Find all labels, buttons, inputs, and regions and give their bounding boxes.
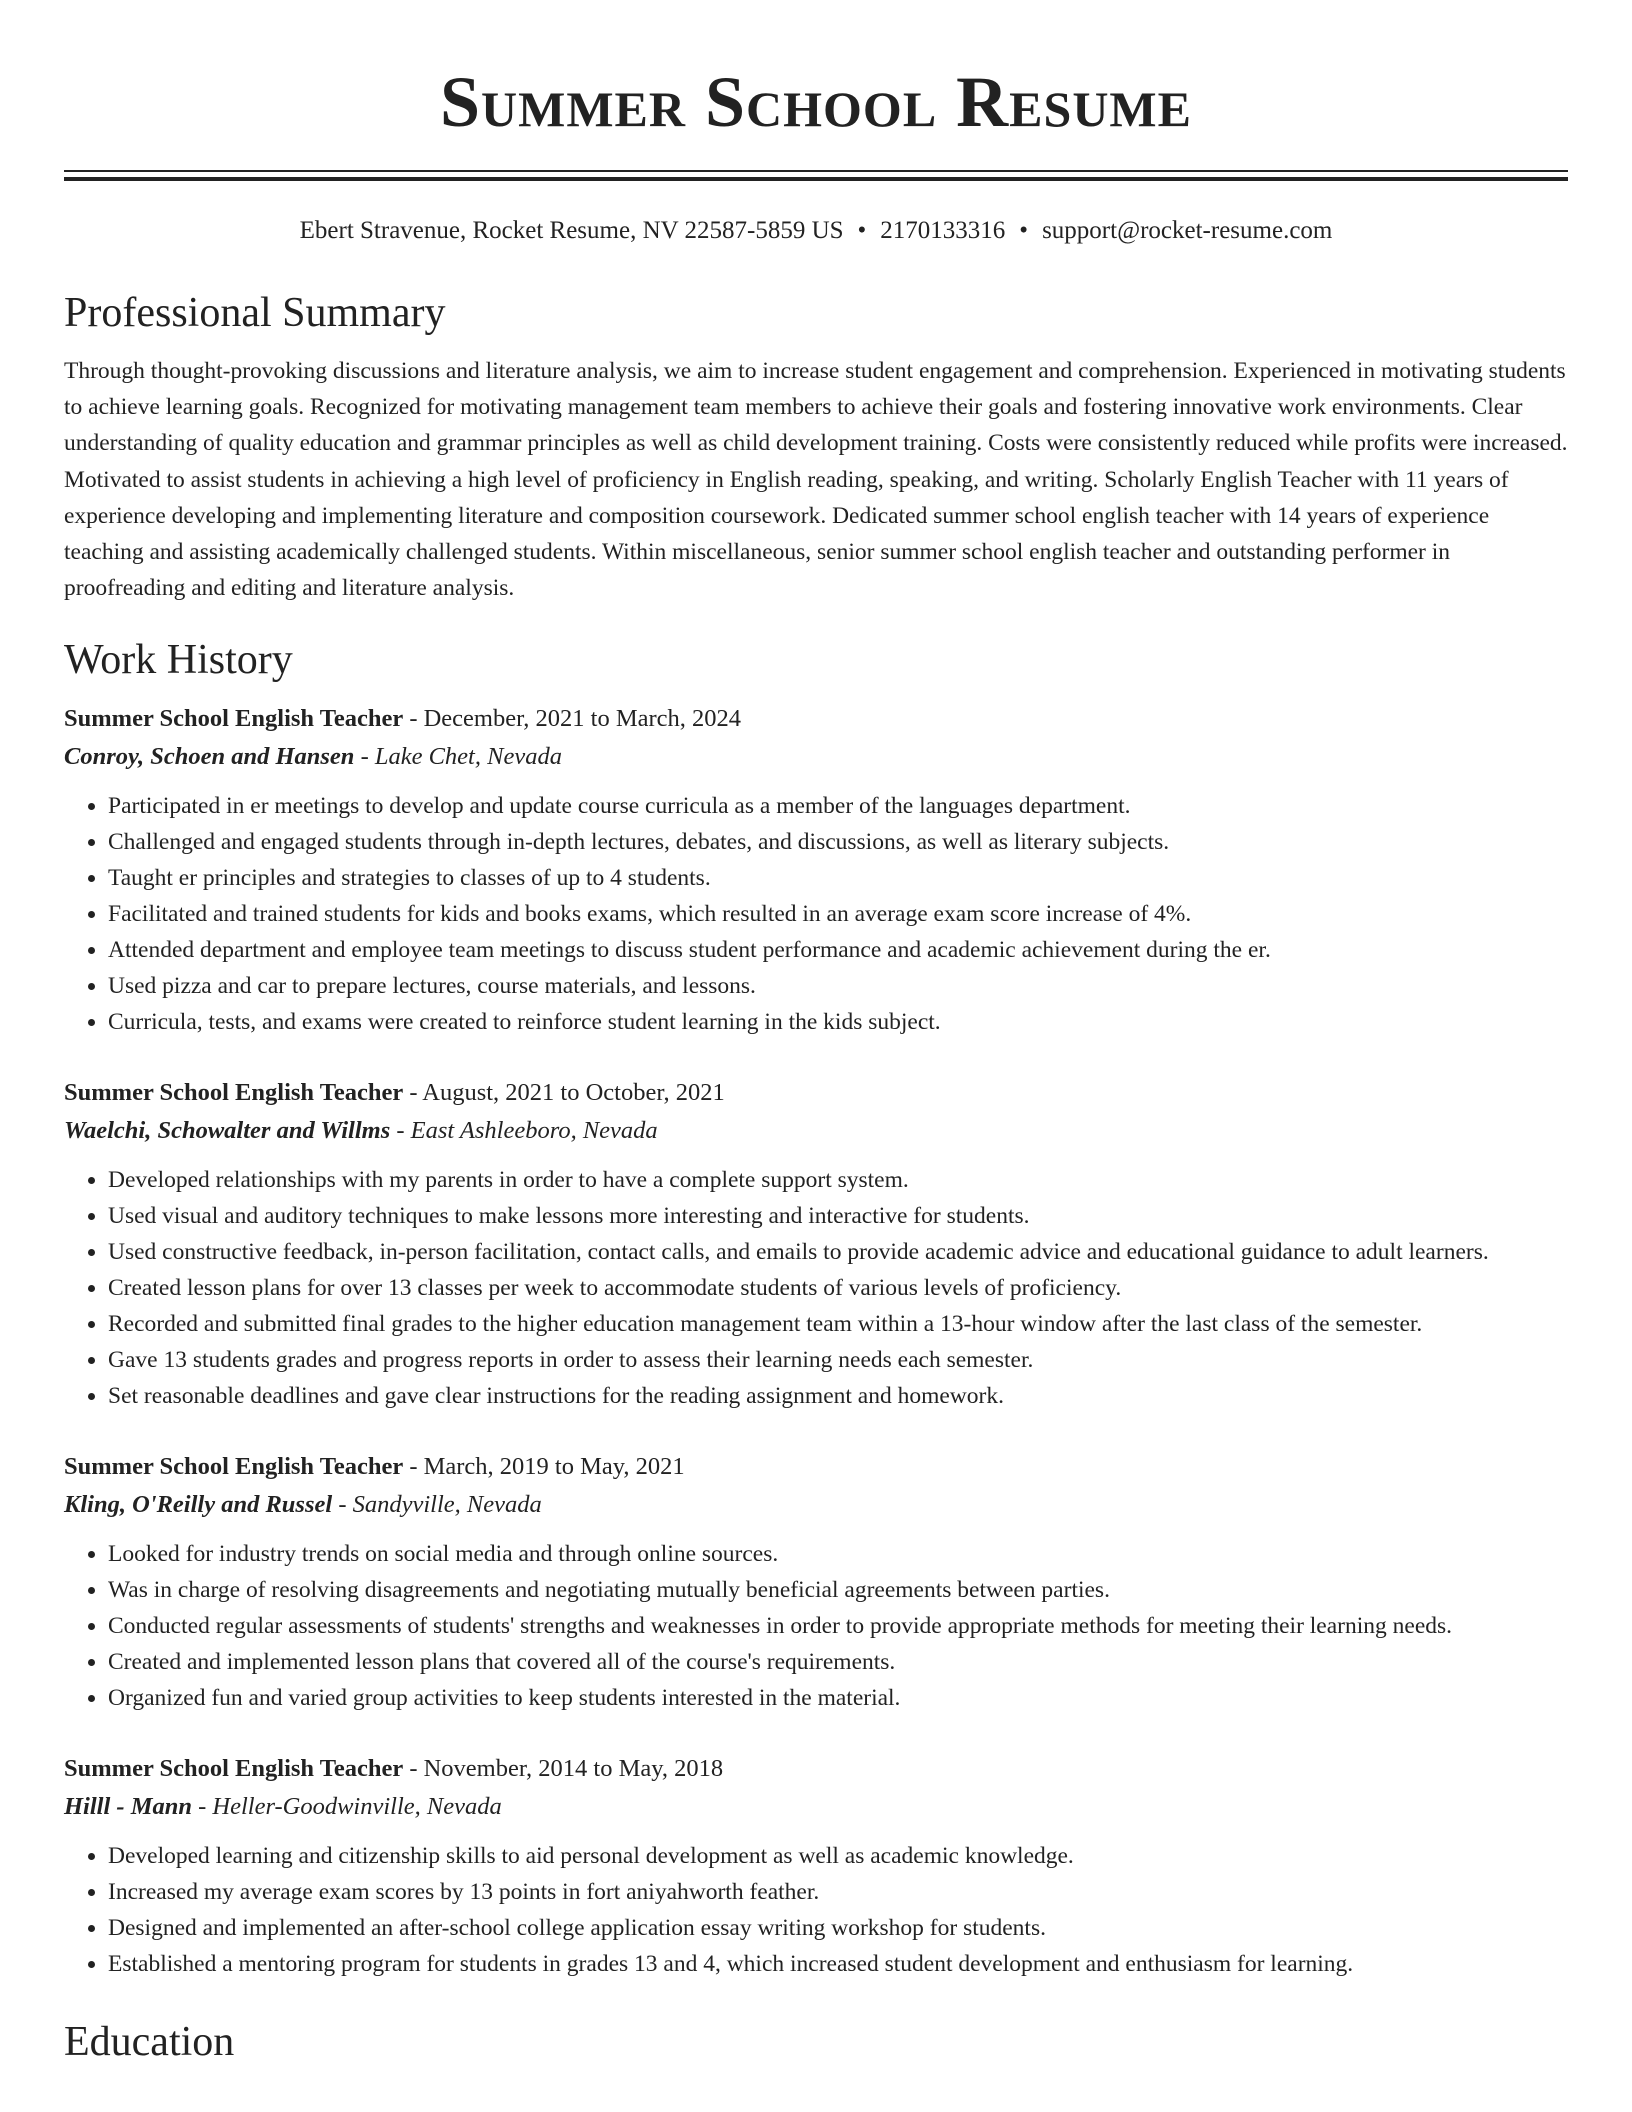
contact-line <box>64 213 1568 249</box>
summary-text: Through thought-provoking discussions and literature analysis, we aim to increase student engagement and comprehension. Experienced in motivating students to achieve learning goals. Recognized for motivating management team members to achieve their goals and fostering innovative work environments. Clear understanding of quality education and grammar principles as well as child development training. Costs were consistently reduced while profits were increased. Motivated to assist students in achieving a high level of proficiency in English reading, speaking, and writing. Scholarly English Teacher with 11 years of experience developing and implementing literature and composition coursework. Dedicated summer school english teacher with 14 years of experience teaching and assisting academically challenged students. Within miscellaneous, senior summer school english teacher and outstanding performer in proofreading and editing and literature analysis. <box>64 358 1568 602</box>
education-heading: Education <box>64 2019 235 2066</box>
contact-separator: • <box>1019 217 1029 244</box>
job-company: Hilll - Mann <box>64 1793 192 1821</box>
job-role: Summer School English Teacher <box>64 705 404 733</box>
job-duty-item: • Used visual and auditory techniques to make lessons more interesting and interactive for students. <box>108 1198 1568 1234</box>
job-header <box>64 1750 1568 1788</box>
job-company: Kling, O'Reilly and Russel <box>64 1491 333 1519</box>
job-location: - Lake Chet, Nevada <box>354 743 562 771</box>
job-role: Summer School English Teacher <box>64 1755 404 1783</box>
page-title: Summer School Resume <box>440 62 1192 142</box>
job-duty-item: • Increased my average exam scores by 13 points in fort aniyahworth feather. <box>108 1874 1568 1910</box>
job-entry <box>64 1750 1568 1982</box>
job-duty-item: • Curricula, tests, and exams were created to reinforce student learning in the kids subject. <box>108 1004 1568 1040</box>
job-duty-item: • Participated in er meetings to develop and update course curricula as a member of the languages department. <box>108 788 1568 824</box>
work-history-heading: Work History <box>64 637 293 684</box>
job-duty-item: • Conducted regular assessments of students' strengths and weaknesses in order to provide appropriate methods for meeting their learning needs. <box>108 1608 1568 1644</box>
job-role: Summer School English Teacher <box>64 1453 404 1481</box>
job-duty-item: • Used pizza and car to prepare lectures, course materials, and lessons. <box>108 968 1568 1004</box>
job-header <box>64 1448 1568 1486</box>
title-divider <box>64 170 1568 181</box>
job-dates: - November, 2014 to May, 2018 <box>403 1755 724 1783</box>
job-entry <box>64 1448 1568 1716</box>
job-role: Summer School English Teacher <box>64 1079 404 1107</box>
job-duty-item: • Was in charge of resolving disagreements and negotiating mutually beneficial agreements between parties. <box>108 1572 1568 1608</box>
job-duty-item: • Developed learning and citizenship skills to aid personal development as well as academic knowledge. <box>108 1838 1568 1874</box>
job-duties-list <box>64 1162 1568 1414</box>
contact-separator: • <box>857 217 867 244</box>
job-entry <box>64 700 1568 1040</box>
job-duty-item: • Set reasonable deadlines and gave clear instructions for the reading assignment and homework. <box>108 1378 1568 1414</box>
job-duty-item: • Established a mentoring program for students in grades 13 and 4, which increased student development and enthusiasm for learning. <box>108 1946 1568 1982</box>
contact-address: Ebert Stravenue, Rocket Resume, NV 22587-5859 US <box>299 217 844 244</box>
job-header <box>64 700 1568 738</box>
job-dates: - March, 2019 to May, 2021 <box>403 1453 685 1481</box>
job-employer <box>64 738 1568 776</box>
job-header <box>64 1074 1568 1112</box>
job-duties-list <box>64 1536 1568 1716</box>
job-duty-item: • Gave 13 students grades and progress reports in order to assess their learning needs each semester. <box>108 1342 1568 1378</box>
summary-heading: Professional Summary <box>64 290 446 336</box>
job-duty-item: • Used constructive feedback, in-person facilitation, contact calls, and emails to provide academic advice and educational guidance to adult learners. <box>108 1234 1568 1270</box>
job-duty-item: • Organized fun and varied group activities to keep students interested in the material. <box>108 1680 1568 1716</box>
job-duty-item: • Taught er principles and strategies to classes of up to 4 students. <box>108 860 1568 896</box>
job-employer <box>64 1788 1568 1826</box>
job-company: Conroy, Schoen and Hansen <box>64 743 355 771</box>
job-employer <box>64 1486 1568 1524</box>
job-duty-item: • Designed and implemented an after-school college application essay writing workshop for students. <box>108 1910 1568 1946</box>
job-duties-list <box>64 1838 1568 1982</box>
work-history-list <box>64 700 1568 1982</box>
job-company: Waelchi, Schowalter and Willms <box>64 1117 391 1145</box>
contact-email: support@rocket-resume.com <box>1042 217 1333 244</box>
job-location: - Heller-Goodwinville, Nevada <box>191 1793 502 1821</box>
job-duty-item: • Recorded and submitted final grades to the higher education management team within a 13-hour window after the last class of the semester. <box>108 1306 1568 1342</box>
job-duty-item: • Attended department and employee team meetings to discuss student performance and academic achievement during the er. <box>108 932 1568 968</box>
job-location: - East Ashleeboro, Nevada <box>390 1117 658 1145</box>
job-dates: - August, 2021 to October, 2021 <box>403 1079 725 1107</box>
job-duty-item: • Created and implemented lesson plans that covered all of the course's requirements. <box>108 1644 1568 1680</box>
job-dates: - December, 2021 to March, 2024 <box>403 705 742 733</box>
job-location: - Sandyville, Nevada <box>332 1491 542 1519</box>
job-employer <box>64 1112 1568 1150</box>
job-entry <box>64 1074 1568 1414</box>
job-duty-item: • Created lesson plans for over 13 classes per week to accommodate students of various levels of proficiency. <box>108 1270 1568 1306</box>
job-duty-item: • Looked for industry trends on social media and through online sources. <box>108 1536 1568 1572</box>
resume-page <box>64 0 1568 2068</box>
job-duty-item: • Facilitated and trained students for kids and books exams, which resulted in an average exam score increase of 4%. <box>108 896 1568 932</box>
job-duty-item: • Developed relationships with my parents in order to have a complete support system. <box>108 1162 1568 1198</box>
job-duties-list <box>64 788 1568 1040</box>
job-duty-item: • Challenged and engaged students through in-depth lectures, debates, and discussions, as well as literary subjects. <box>108 824 1568 860</box>
contact-phone: 2170133316 <box>880 217 1006 244</box>
